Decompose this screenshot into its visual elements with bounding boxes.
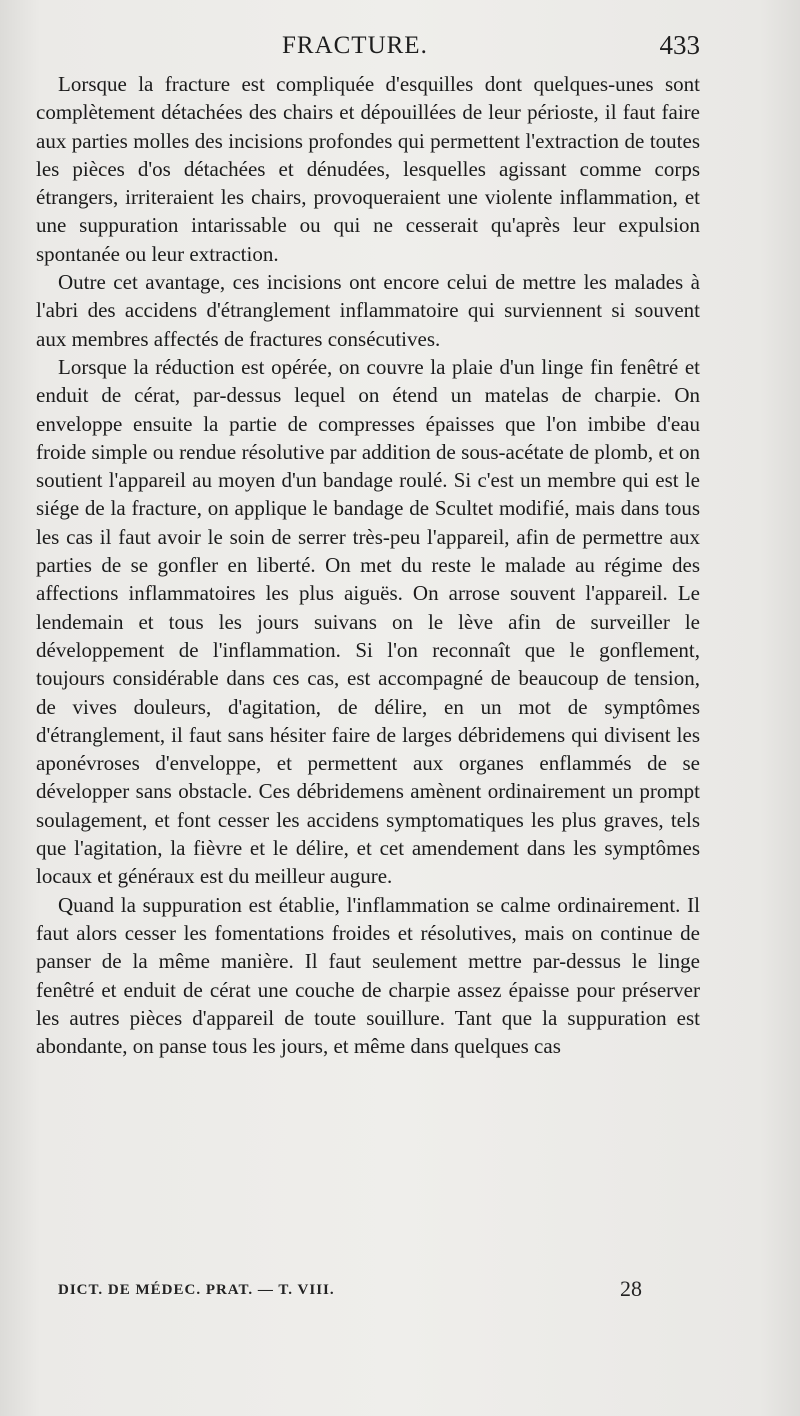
page-footer	[58, 1276, 680, 1306]
paragraph: Quand la suppuration est établie, l'inflammation se calme ordinairement. Il faut alors cesser les fomentations froides et résolutives, mais on continue de panser de la même manière. Il faut seulement mettre par-dessus le linge fenêtré et enduit de cérat une couche de charpie assez épaisse pour préserver les autres pièces d'appareil de toute souillure. Tant que la suppuration est abondante, on panse tous les jours, et même dans quelques cas	[36, 892, 700, 1059]
running-head: FRACTURE.	[282, 32, 428, 59]
paragraph: Lorsque la réduction est opérée, on couvre la plaie d'un linge fin fenêtré et enduit de cérat, par-dessus lequel on étend un matelas de charpie. On enveloppe ensuite la partie de compresses épaisses que l'on imbibe d'eau froide simple ou rendue résolutive par addition de sous-acétate de plomb, et on soutient l'appareil au moyen d'un bandage roulé. Si c'est un membre qui est le siége de la fracture, on applique le bandage de Scultet modifié, mais dans tous les cas il faut avoir le soin de serrer très-peu l'appareil, afin de permettre aux parties de se gonfler en liberté. On met du reste le malade au régime des affections inflammatoires les plus aiguës. On arrose souvent l'appareil. Le lendemain et tous les jours suivans on le lève afin de surveiller le développement de l'inflammation. Si l'on reconnaît que le gonflement, toujours considérable dans ces cas, est accompagné de beaucoup de tension, de vives douleurs, d'agitation, de délire, en un mot de symptômes d'étranglement, il faut sans hésiter faire de larges débridemens qui divisent les aponévroses d'enveloppe, et permettent aux organes enflammés de se développer sans obstacle. Ces débridemens amènent ordinairement un prompt soulagement, et font cesser les accidens symptomatiques les plus graves, tels que l'agitation, la fièvre et le délire, et cet amendement dans les symptômes locaux et généraux est du meilleur augure.	[36, 354, 700, 889]
paragraph: Outre cet avantage, ces incisions ont encore celui de mettre les malades à l'abri des accidens d'étranglement inflammatoire qui surviennent si souvent aux membres affectés de fractures consécutives.	[36, 270, 700, 351]
body-text	[36, 70, 700, 1060]
printer-signature: DICT. DE MÉDEC. PRAT. — T. VIII.	[58, 1282, 335, 1298]
page-number: 433	[659, 30, 700, 60]
paragraph: Lorsque la fracture est compliquée d'esquilles dont quelques-unes sont complètement détachées des chairs et dépouillées de leur périoste, il faut faire aux parties molles des incisions profondes qui permettent l'extraction de toutes les pièces d'os détachées et dénudées, lesquelles agissant comme corps étrangers, irriteraient les chairs, provoqueraient une violente inflammation, et une suppuration intarissable ou qui ne cesserait qu'après leur expulsion spontanée ou leur extraction.	[36, 72, 700, 266]
sheet-number: 28	[620, 1276, 642, 1301]
page-header	[36, 26, 700, 66]
